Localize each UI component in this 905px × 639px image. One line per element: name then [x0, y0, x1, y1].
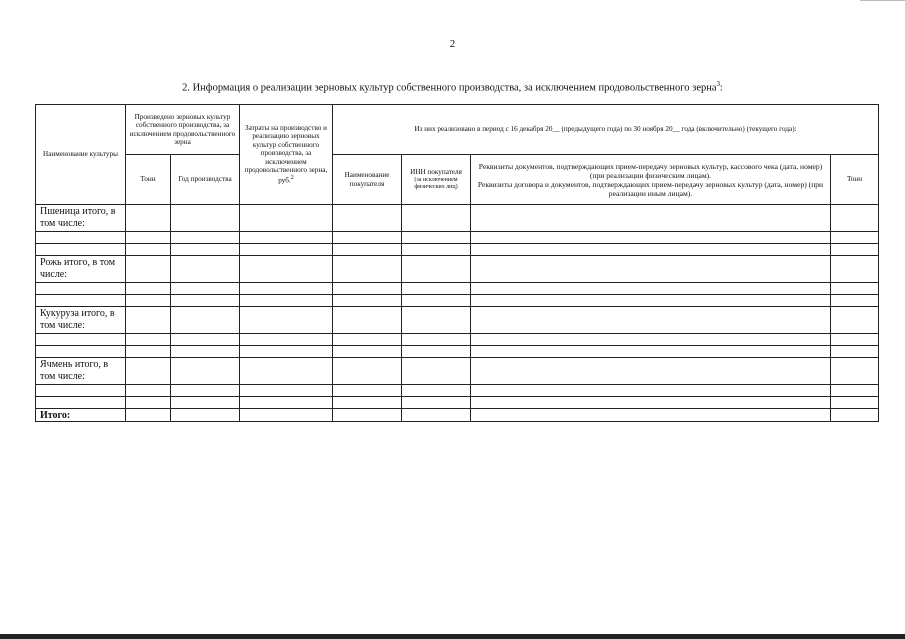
header-costs [240, 105, 333, 205]
table-cell[interactable] [333, 295, 402, 307]
table-cell[interactable] [471, 232, 831, 244]
table-cell[interactable] [402, 397, 471, 409]
table-cell[interactable] [831, 358, 879, 385]
table-cell[interactable] [471, 346, 831, 358]
table-cell[interactable] [36, 346, 126, 358]
table-cell[interactable] [402, 205, 471, 232]
crop-label: Пшеница итого, в том числе: [36, 205, 126, 232]
table-cell[interactable] [36, 283, 126, 295]
total-label: Итого: [36, 409, 126, 422]
table-cell[interactable] [831, 283, 879, 295]
header-inn-label: ИНН покупателя [410, 168, 462, 177]
table-cell[interactable] [831, 244, 879, 256]
table-cell[interactable] [126, 409, 171, 422]
table-cell[interactable] [333, 205, 402, 232]
table-cell[interactable] [171, 397, 240, 409]
table-cell[interactable] [171, 409, 240, 422]
table-cell[interactable] [240, 256, 333, 283]
table-cell[interactable] [831, 346, 879, 358]
table-cell[interactable] [126, 283, 171, 295]
table-cell[interactable] [471, 385, 831, 397]
table-row [36, 385, 879, 397]
table-cell[interactable] [333, 244, 402, 256]
scan-edge-bottom [0, 634, 905, 639]
table-cell[interactable] [171, 346, 240, 358]
section-heading-text: 2. Информация о реализации зерновых культур собственного производства, за исключением продовольственного зерна [182, 82, 717, 94]
table-cell[interactable] [240, 283, 333, 295]
crop-row [36, 205, 879, 232]
table-cell[interactable] [471, 283, 831, 295]
table-cell[interactable] [333, 346, 402, 358]
header-requisites-line2: Реквизиты договора и документов, подтверждающих прием-передачу зерновых культур (дата, номер) (при реализации иным лицам). [477, 179, 824, 198]
table-cell[interactable] [333, 232, 402, 244]
header-costs-footnote: 2 [290, 175, 294, 182]
table-cell[interactable] [171, 385, 240, 397]
header-year: Год производства [171, 155, 240, 205]
table-cell[interactable] [471, 244, 831, 256]
table-row [36, 334, 879, 346]
table-cell[interactable] [402, 283, 471, 295]
page-number: 2 [449, 38, 456, 50]
table-cell[interactable] [240, 334, 333, 346]
table-cell[interactable] [831, 205, 879, 232]
table-row [36, 346, 879, 358]
header-inn-note: (за исключением физических лиц) [414, 176, 458, 190]
table-cell[interactable] [333, 334, 402, 346]
table-cell[interactable] [333, 358, 402, 385]
table-cell[interactable] [471, 334, 831, 346]
table-cell[interactable] [171, 334, 240, 346]
table-cell[interactable] [240, 307, 333, 334]
crop-row [36, 307, 879, 334]
crop-label: Кукуруза итого, в том числе: [36, 307, 126, 334]
table-cell[interactable] [126, 346, 171, 358]
table-cell[interactable] [402, 346, 471, 358]
table-cell[interactable] [240, 385, 333, 397]
table-cell[interactable] [171, 283, 240, 295]
crop-row [36, 256, 879, 283]
header-crop-name: Наименование культуры [36, 105, 126, 205]
table-cell[interactable] [126, 256, 171, 283]
crop-row [36, 358, 879, 385]
section-heading [0, 80, 905, 94]
table-cell[interactable] [126, 295, 171, 307]
header-sold-tons: Тонн [831, 155, 879, 205]
heading-suffix: : [720, 82, 723, 94]
table-cell[interactable] [171, 205, 240, 232]
table-cell[interactable] [831, 232, 879, 244]
table-row [36, 283, 879, 295]
table-cell[interactable] [831, 397, 879, 409]
table-cell[interactable] [402, 409, 471, 422]
header-inn [402, 155, 471, 205]
table-cell[interactable] [171, 232, 240, 244]
crop-label: Ячмень итого, в том числе: [36, 358, 126, 385]
heading-footnote: 3 [716, 80, 721, 88]
crop-label: Рожь итого, в том числе: [36, 256, 126, 283]
table-cell[interactable] [471, 358, 831, 385]
table-cell[interactable] [126, 244, 171, 256]
table-cell[interactable] [333, 385, 402, 397]
table-cell[interactable] [171, 256, 240, 283]
table-cell[interactable] [471, 397, 831, 409]
table-cell[interactable] [171, 295, 240, 307]
table-cell[interactable] [240, 397, 333, 409]
table-cell[interactable] [831, 334, 879, 346]
header-tons: Тонн [126, 155, 171, 205]
table-cell[interactable] [36, 232, 126, 244]
table-cell[interactable] [240, 232, 333, 244]
header-requisites-line1: Реквизиты документов, подтверждающих прием-передачу зерновых культур, кассового чека (дата, номер) (при реализации физическим лицам). [478, 161, 823, 180]
table-cell[interactable] [831, 307, 879, 334]
table-row [36, 244, 879, 256]
table-cell[interactable] [402, 232, 471, 244]
table-cell[interactable] [36, 334, 126, 346]
table-row [36, 232, 879, 244]
table-cell[interactable] [333, 397, 402, 409]
table-cell[interactable] [402, 256, 471, 283]
sales-table [35, 104, 879, 422]
table-cell[interactable] [126, 334, 171, 346]
total-row [36, 409, 879, 422]
table-cell[interactable] [402, 244, 471, 256]
scan-edge-top [860, 0, 905, 1]
table-cell[interactable] [240, 346, 333, 358]
table-cell[interactable] [471, 307, 831, 334]
table-cell[interactable] [333, 256, 402, 283]
header-sold-group: Из них реализовано в период с 16 декабря 20__ (предыдущего года) по 30 ноября 20__ года (включительно) (текущего года): [333, 105, 879, 155]
table-cell[interactable] [126, 232, 171, 244]
table-cell[interactable] [126, 307, 171, 334]
table-cell[interactable] [471, 256, 831, 283]
table-cell[interactable] [240, 205, 333, 232]
table-cell[interactable] [240, 358, 333, 385]
table-cell[interactable] [126, 205, 171, 232]
table-cell[interactable] [126, 358, 171, 385]
header-costs-text: Затраты на производство и реализацию зерновых культур собственного производства, за исключением продовольственного зерна, руб. [244, 123, 328, 185]
header-produced-group: Произведено зерновых культур собственного производства, за исключением продовольственного зерна [126, 105, 240, 155]
table-row [36, 295, 879, 307]
table-cell[interactable] [240, 409, 333, 422]
table-cell[interactable] [402, 358, 471, 385]
table-cell[interactable] [171, 358, 240, 385]
table-cell[interactable] [126, 385, 171, 397]
table-cell[interactable] [240, 244, 333, 256]
table-cell[interactable] [402, 307, 471, 334]
header-requisites [471, 155, 831, 205]
table-cell[interactable] [240, 295, 333, 307]
table-cell[interactable] [126, 397, 171, 409]
table-cell[interactable] [471, 409, 831, 422]
table-cell[interactable] [333, 283, 402, 295]
table-cell[interactable] [402, 295, 471, 307]
table-cell[interactable] [831, 409, 879, 422]
table-row [36, 397, 879, 409]
table-cell[interactable] [333, 307, 402, 334]
table-cell[interactable] [171, 244, 240, 256]
table-cell[interactable] [402, 334, 471, 346]
table-cell[interactable] [471, 295, 831, 307]
table-cell[interactable] [402, 385, 471, 397]
table-cell[interactable] [36, 397, 126, 409]
table-cell[interactable] [171, 307, 240, 334]
table-cell[interactable] [36, 385, 126, 397]
table-cell[interactable] [831, 385, 879, 397]
header-buyer-name: Наименование покупателя [333, 155, 402, 205]
table-cell[interactable] [36, 244, 126, 256]
table-cell[interactable] [831, 295, 879, 307]
table-cell[interactable] [333, 409, 402, 422]
table-cell[interactable] [831, 256, 879, 283]
table-cell[interactable] [36, 295, 126, 307]
table-cell[interactable] [471, 205, 831, 232]
